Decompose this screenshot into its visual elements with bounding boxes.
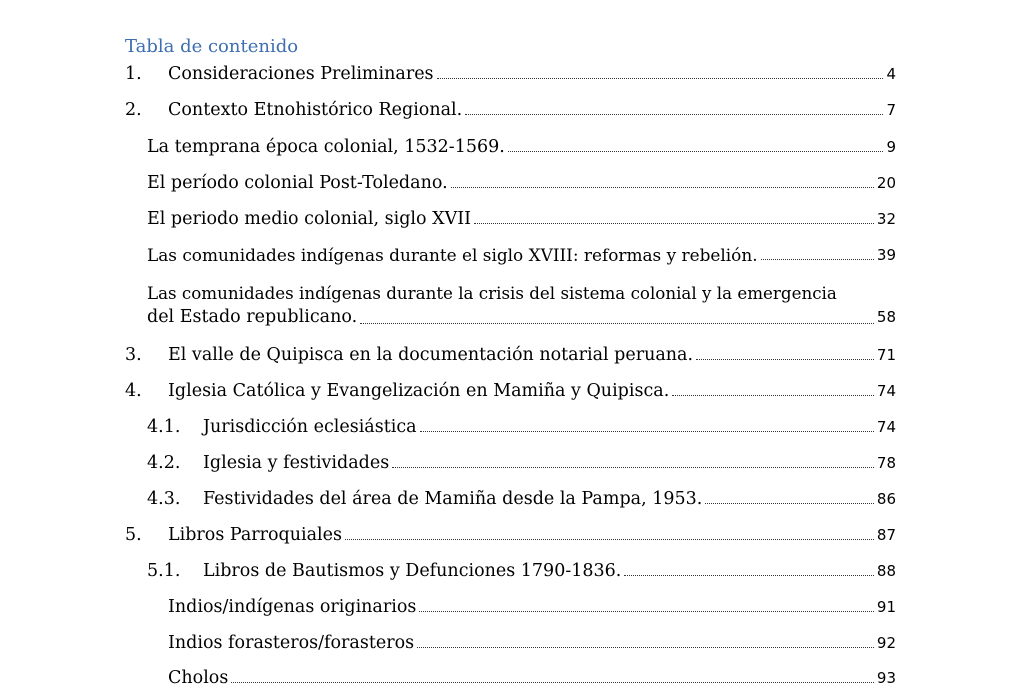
toc-entry-page: 74 — [876, 418, 896, 436]
toc-entry-page: 92 — [876, 634, 896, 652]
dot-leader — [419, 610, 874, 612]
toc-entry[interactable] — [125, 345, 896, 365]
dot-leader — [231, 681, 874, 683]
toc-entry[interactable] — [168, 633, 896, 653]
toc-entry-label: Contexto Etnohistórico Regional. — [168, 100, 463, 120]
toc-entry-page: 39 — [876, 246, 896, 264]
toc-entry[interactable] — [168, 668, 896, 688]
toc-entry-label: Festividades del área de Mamiña desde la Pampa, 1953. — [203, 489, 703, 509]
toc-entry-page: 88 — [876, 562, 896, 580]
dot-leader — [672, 394, 874, 396]
toc-entry-page: 91 — [876, 598, 896, 616]
toc-entry[interactable] — [125, 64, 896, 84]
toc-title: Tabla de contenido — [125, 36, 299, 57]
toc-entry-page: 7 — [886, 101, 896, 119]
dot-leader — [360, 322, 874, 324]
toc-entry-label-line1: Las comunidades indígenas durante la crisis del sistema colonial y la emergencia — [147, 283, 837, 303]
dot-leader — [420, 430, 874, 432]
dot-leader — [417, 646, 874, 648]
toc-entry[interactable] — [147, 209, 896, 229]
dot-leader — [345, 538, 874, 540]
toc-entry-page: 93 — [876, 669, 896, 687]
toc-entry-label: Iglesia y festividades — [203, 453, 390, 473]
toc-entry[interactable] — [125, 525, 896, 545]
toc-entry-label: El período colonial Post-Toledano. — [147, 173, 448, 193]
toc-entry-label: Libros Parroquiales — [168, 525, 342, 545]
toc-entry[interactable] — [147, 137, 896, 157]
toc-entry-label: El periodo medio colonial, siglo XVII — [147, 209, 472, 229]
dot-leader — [392, 466, 874, 468]
toc-entry-label: La temprana época colonial, 1532-1569. — [147, 137, 505, 157]
toc-entry-label: Cholos — [168, 668, 229, 688]
toc-entry-number: 1. — [125, 64, 142, 84]
toc-entry-label: Consideraciones Preliminares — [168, 64, 434, 84]
toc-entry[interactable] — [147, 561, 896, 581]
toc-entry-number: 4. — [125, 381, 142, 401]
toc-entry-label: El valle de Quipisca en la documentación notarial peruana. — [168, 345, 694, 365]
toc-entry[interactable] — [125, 100, 896, 120]
dot-leader — [451, 186, 874, 188]
toc-entry-page: 71 — [876, 346, 896, 364]
toc-entry[interactable] — [147, 489, 896, 509]
toc-entry-label-line2: del Estado republicano. — [147, 307, 358, 327]
dot-leader — [761, 258, 874, 260]
toc-entry[interactable] — [147, 281, 896, 329]
toc-entry-label: Iglesia Católica y Evangelización en Mamiña y Quipisca. — [168, 381, 670, 401]
toc-entry-label: Indios/indígenas originarios — [168, 597, 417, 617]
toc-entry-number: 2. — [125, 100, 142, 120]
dot-leader — [705, 502, 874, 504]
dot-leader — [624, 574, 874, 576]
dot-leader — [465, 113, 883, 115]
dot-leader — [474, 222, 874, 224]
dot-leader — [696, 358, 874, 360]
toc-entry-page: 58 — [876, 308, 896, 326]
toc-entry[interactable] — [147, 173, 896, 193]
toc-entry-page: 86 — [876, 490, 896, 508]
dot-leader — [508, 150, 884, 152]
toc-entry[interactable] — [168, 597, 896, 617]
toc-entry-number: 3. — [125, 345, 142, 365]
toc-entry-page: 74 — [876, 382, 896, 400]
toc-entry-page: 78 — [876, 454, 896, 472]
toc-entry-number: 5.1. — [147, 561, 181, 581]
dot-leader — [437, 77, 884, 79]
toc-entry-number: 4.3. — [147, 489, 181, 509]
toc-entry[interactable] — [147, 417, 896, 437]
toc-entry-page: 4 — [886, 65, 896, 83]
toc-entry-label: Las comunidades indígenas durante el siglo XVIII: reformas y rebelión. — [147, 245, 758, 265]
toc-entry[interactable] — [125, 381, 896, 401]
toc-entry-page: 9 — [886, 138, 896, 156]
toc-entry[interactable] — [147, 453, 896, 473]
toc-entry[interactable] — [147, 245, 896, 265]
toc-entry-page: 32 — [876, 210, 896, 228]
toc-entry-number: 5. — [125, 525, 142, 545]
toc-entry-number: 4.1. — [147, 417, 181, 437]
toc-entry-page: 87 — [876, 526, 896, 544]
toc-entry-label: Jurisdicción eclesiástica — [203, 417, 417, 437]
toc-entry-label: Indios forasteros/forasteros — [168, 633, 415, 653]
toc-entry-number: 4.2. — [147, 453, 181, 473]
toc-entry-page: 20 — [876, 174, 896, 192]
toc-entry-label: Libros de Bautismos y Defunciones 1790-1836. — [203, 561, 622, 581]
